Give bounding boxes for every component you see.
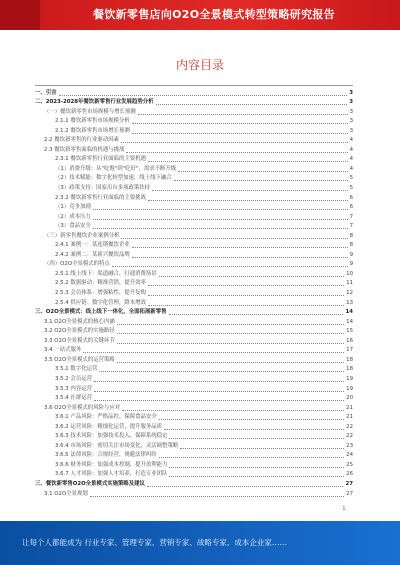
- toc-entry-page: 25: [346, 461, 353, 468]
- toc-entry-text: 3.6.3 技术风险：加强技术投入，保障系统稳定: [55, 433, 168, 440]
- toc-entry-text: 2.5.1 线上线下：渠道融合，打通消费场景: [55, 270, 157, 277]
- toc-entry-page: 26: [346, 471, 353, 478]
- toc-entry-page: 21: [346, 414, 353, 421]
- toc-leader-dots: [164, 429, 344, 430]
- toc-entry[interactable]: [35, 222, 353, 232]
- toc-entry-page: 20: [346, 395, 353, 402]
- toc-leader-dots: [117, 343, 344, 344]
- toc-entry[interactable]: [35, 174, 353, 184]
- toc-entry-text: 2.5.3 会员体系：增强粘性，提升复购: [55, 290, 146, 297]
- toc-entry-page: 23: [346, 442, 353, 449]
- toc-entry[interactable]: [35, 88, 353, 98]
- toc-leader-dots: [117, 333, 344, 334]
- toc-entry-page: 14: [345, 309, 353, 316]
- toc-entry[interactable]: [35, 288, 353, 298]
- toc-leader-dots: [169, 438, 344, 439]
- toc-entry[interactable]: [35, 298, 353, 308]
- toc-entry[interactable]: [35, 241, 353, 251]
- toc-leader-dots: [148, 200, 348, 201]
- toc-entry-page: 21: [346, 404, 353, 411]
- toc-entry[interactable]: [35, 374, 353, 384]
- toc-entry-page: 15: [346, 328, 353, 335]
- toc-leader-dots: [117, 362, 344, 363]
- toc-leader-dots: [138, 114, 348, 115]
- toc-entry-page: 17: [346, 347, 353, 354]
- toc-entry[interactable]: [35, 355, 353, 365]
- toc-leader-dots: [112, 266, 348, 267]
- toc-leader-dots: [159, 419, 344, 420]
- toc-entry[interactable]: [35, 203, 353, 213]
- toc-entry-page: 18: [346, 356, 353, 363]
- toc-entry[interactable]: [35, 441, 353, 451]
- toc-entry[interactable]: [35, 460, 353, 470]
- toc-leader-dots: [148, 305, 344, 306]
- toc-entry-page: 8: [349, 232, 353, 239]
- toc-leader-dots: [180, 448, 344, 449]
- toc-entry-text: 2.3.2 餐饮新零售行业面临的主要挑战: [55, 194, 146, 201]
- toc-title: 内容目录: [175, 58, 224, 72]
- document-title: 餐饮新零售店向O2O全景模式转型策略研究报告: [93, 8, 335, 21]
- toc-entry[interactable]: [35, 317, 353, 327]
- toc-entry[interactable]: [35, 260, 353, 270]
- toc-leader-dots: [59, 95, 348, 96]
- toc-leader-dots: [159, 457, 344, 458]
- toc-entry-text: 3.5.2 会员运营: [55, 375, 92, 382]
- toc-entry-text: （1）竞争加剧: [55, 204, 91, 211]
- toc-entry-page: 4: [349, 137, 353, 144]
- toc-leader-dots: [94, 391, 344, 392]
- toc-entry[interactable]: [35, 193, 353, 203]
- toc-entry[interactable]: [35, 250, 353, 260]
- toc-entry-text: 2.3 餐饮新零售面临的机遇与挑战: [44, 146, 125, 153]
- toc-entry-text: 3.6.6 财务风险：加强成本控制，提升盈利能力: [55, 461, 168, 468]
- toc-leader-dots: [121, 238, 347, 239]
- toc-entry-text: 3.1 O2O全景模式的核心内涵: [44, 318, 115, 325]
- header-bar: [0, 0, 400, 30]
- toc-entry-page: 27: [345, 480, 353, 487]
- toc-leader-dots: [148, 295, 344, 296]
- toc-entry-text: 3.6 O2O全景模式的风险与应对: [44, 404, 121, 411]
- toc-entry-text: （三）新零售餐饮企业案例分析: [44, 232, 120, 239]
- toc-entry-text: （3）食品安全: [55, 223, 91, 230]
- toc-entry[interactable]: [35, 183, 353, 193]
- toc-entry-text: 3.6.2 运营风险：精细化运营，提升服务品质: [55, 423, 163, 430]
- toc-leader-dots: [148, 161, 348, 162]
- toc-entry-text: （2）成本压力: [55, 213, 91, 220]
- toc-entry-page: 16: [346, 337, 353, 344]
- toc-entry[interactable]: [35, 279, 353, 289]
- toc-divider: [35, 85, 353, 86]
- toc-entry-text: 3.5.4 社群运营: [55, 395, 92, 402]
- toc-entry-text: （2）技术赋能：数字化转型加速，线上线下融合: [55, 175, 172, 182]
- toc-entry-text: 3.4 一站式服务: [44, 347, 82, 354]
- toc-leader-dots: [159, 276, 344, 277]
- toc-entry-text: 2.3.1 餐饮新零售行业面临的主要机遇: [55, 156, 146, 163]
- toc-entry-text: 2.1.2 餐饮新零售市场增长预测: [55, 127, 130, 134]
- toc-entry-page: 7: [349, 223, 353, 230]
- toc-entry-page: 27: [346, 490, 353, 497]
- toc-entry-text: 3.5 O2O全景模式的运营策略: [44, 356, 115, 363]
- toc-entry-page: 18: [346, 366, 353, 373]
- toc-entry[interactable]: [35, 394, 353, 404]
- toc-entry[interactable]: [35, 212, 353, 222]
- toc-entry-text: 2.5.4 供应链：数字化管理，降本增效: [55, 299, 146, 306]
- toc-entry[interactable]: [35, 413, 353, 423]
- toc-entry-text: 3.2 O2O全景模式的实施路径: [44, 328, 115, 335]
- footer-slogan: 让每个人都能成为 行业专家、管理专家、营销专家、战略专家、成本企业家……: [22, 538, 287, 547]
- toc-leader-dots: [93, 219, 348, 220]
- toc-leader-dots: [122, 410, 344, 411]
- toc-leader-dots: [174, 180, 348, 181]
- toc-entry-text: 3.6.7 人才风险：加强人才培养，打造专业团队: [55, 471, 168, 478]
- toc-leader-dots: [169, 467, 344, 468]
- toc-entry-text: 2.5.2 数据驱动：精准营销，提升效率: [55, 280, 146, 287]
- toc-entry-page: 12: [346, 290, 353, 297]
- toc-entry[interactable]: [35, 403, 353, 413]
- toc-leader-dots: [93, 209, 348, 210]
- toc-entry-text: （3）政策支持：国家出台多项政策扶持: [55, 185, 151, 192]
- toc-leader-dots: [169, 476, 344, 477]
- toc-entry-page: 3: [349, 89, 353, 96]
- toc-entry-page: 4: [349, 146, 353, 153]
- toc-entry[interactable]: [35, 136, 353, 146]
- toc-entry-text: 2.1.1 餐饮新零售市场规模分析: [55, 118, 130, 125]
- toc-leader-dots: [94, 381, 344, 382]
- toc-entry[interactable]: [35, 117, 353, 127]
- toc-entry[interactable]: [35, 98, 353, 108]
- toc-entry[interactable]: [35, 451, 353, 461]
- toc-entry-page: 24: [346, 452, 353, 459]
- toc-entry-page: 3: [349, 99, 353, 106]
- toc-leader-dots: [126, 152, 347, 153]
- toc-entry[interactable]: [35, 145, 353, 155]
- page-number: 1: [342, 505, 346, 512]
- toc-entry[interactable]: [35, 231, 353, 241]
- toc-leader-dots: [94, 400, 344, 401]
- toc-entry-page: 19: [346, 385, 353, 392]
- toc-entry[interactable]: [35, 308, 353, 318]
- toc-entry-page: 22: [346, 433, 353, 440]
- toc-entry-page: 6: [349, 204, 353, 211]
- toc-entry[interactable]: [35, 470, 353, 480]
- toc-entry-page: 8: [349, 242, 353, 249]
- toc-entry-text: 3.3 O2O全景模式的关键环节: [44, 337, 115, 344]
- toc-entry-page: 7: [349, 213, 353, 220]
- toc-entry[interactable]: [35, 489, 353, 499]
- toc-entry-page: 14: [346, 318, 353, 325]
- toc-entry-text: 一、引言: [35, 89, 57, 96]
- toc-entry-text: 二、2023-2028年餐饮新零售行业发展趋势分析: [35, 99, 154, 106]
- toc-leader-dots: [132, 133, 348, 134]
- toc-leader-dots: [132, 247, 348, 248]
- toc-entry-text: 3.1 O2O全景规划: [44, 490, 88, 497]
- toc-entry[interactable]: [35, 422, 353, 432]
- toc-entry-text: 3.6.1 产品风险：严格品控，保障食品安全: [55, 414, 157, 421]
- toc-leader-dots: [156, 104, 348, 105]
- toc-entry-text: 2.2 餐饮新零售的行业驱动因素: [44, 137, 119, 144]
- toc-entry[interactable]: [35, 155, 353, 165]
- toc-leader-dots: [132, 257, 348, 258]
- toc-leader-dots: [169, 314, 344, 315]
- toc-entry[interactable]: [35, 107, 353, 117]
- toc-entry-page: 6: [349, 194, 353, 201]
- toc-entry-text: （四）O2O全景模式的特点: [44, 261, 110, 268]
- toc-leader-dots: [147, 486, 344, 487]
- toc-entry[interactable]: [35, 384, 353, 394]
- toc-entry[interactable]: [35, 126, 353, 136]
- toc-entry-page: 3: [349, 108, 353, 115]
- toc-leader-dots: [99, 371, 344, 372]
- header-logo-tab: [0, 0, 40, 30]
- toc-entry-page: 4: [349, 156, 353, 163]
- toc-entry-text: 三、O2O全景模式：线上线下一体化，全面拓展新零售: [35, 309, 167, 316]
- toc-entry-page: 10: [346, 270, 353, 277]
- toc-entry-text: 3.6.4 市场风险：密切关注市场变化，灵活调整策略: [55, 442, 179, 449]
- toc-leader-dots: [93, 228, 348, 229]
- toc-entry-page: 9: [349, 261, 353, 268]
- toc-entry-page: 5: [349, 185, 353, 192]
- toc-entry-page: 19: [346, 375, 353, 382]
- toc-leader-dots: [121, 142, 348, 143]
- footer-banner: [0, 521, 400, 565]
- toc-leader-dots: [117, 324, 344, 325]
- toc-leader-dots: [132, 123, 348, 124]
- toc-entry-text: 3.5.3 内容运营: [55, 385, 92, 392]
- toc-leader-dots: [152, 190, 347, 191]
- toc-entry-page: 4: [349, 165, 353, 172]
- toc-entry-text: 2.4.1 案例一：某连锁餐饮企业: [55, 242, 130, 249]
- toc-entry[interactable]: [35, 336, 353, 346]
- toc-leader-dots: [83, 352, 344, 353]
- toc-entry-page: 11: [346, 280, 353, 287]
- toc-entry[interactable]: [35, 164, 353, 174]
- toc-entry-page: 22: [346, 423, 353, 430]
- toc-entry-text: （1）消费升级：从"吃饱"到"吃好"，需求不断升级: [55, 165, 177, 172]
- toc-entry-page: 3: [349, 127, 353, 134]
- toc-list: [35, 88, 353, 499]
- toc-entry[interactable]: [35, 365, 353, 375]
- toc-entry-text: （一）餐饮新零售市场规模与增长预测: [44, 108, 136, 115]
- toc-entry[interactable]: [35, 269, 353, 279]
- toc-entry-text: 三、餐饮新零售O2O全景模式实施策略及建议: [35, 480, 145, 487]
- toc-leader-dots: [178, 171, 347, 172]
- toc-entry[interactable]: [35, 346, 353, 356]
- toc-leader-dots: [148, 285, 344, 286]
- toc-entry-page: 5: [349, 175, 353, 182]
- toc-entry-text: 3.5.1 数字化运营: [55, 366, 98, 373]
- toc-entry-text: 3.6.5 法律风险：合规经营，规避法律纠纷: [55, 452, 157, 459]
- toc-entry[interactable]: [35, 327, 353, 337]
- toc-leader-dots: [90, 496, 344, 497]
- toc-entry-text: 2.4.2 案例二：某新兴餐饮品牌: [55, 251, 130, 258]
- toc-entry-page: 13: [346, 299, 353, 306]
- toc-entry-page: 3: [349, 118, 353, 125]
- toc-entry[interactable]: [35, 432, 353, 442]
- toc-entry-page: 9: [349, 251, 353, 258]
- toc-entry[interactable]: [35, 479, 353, 489]
